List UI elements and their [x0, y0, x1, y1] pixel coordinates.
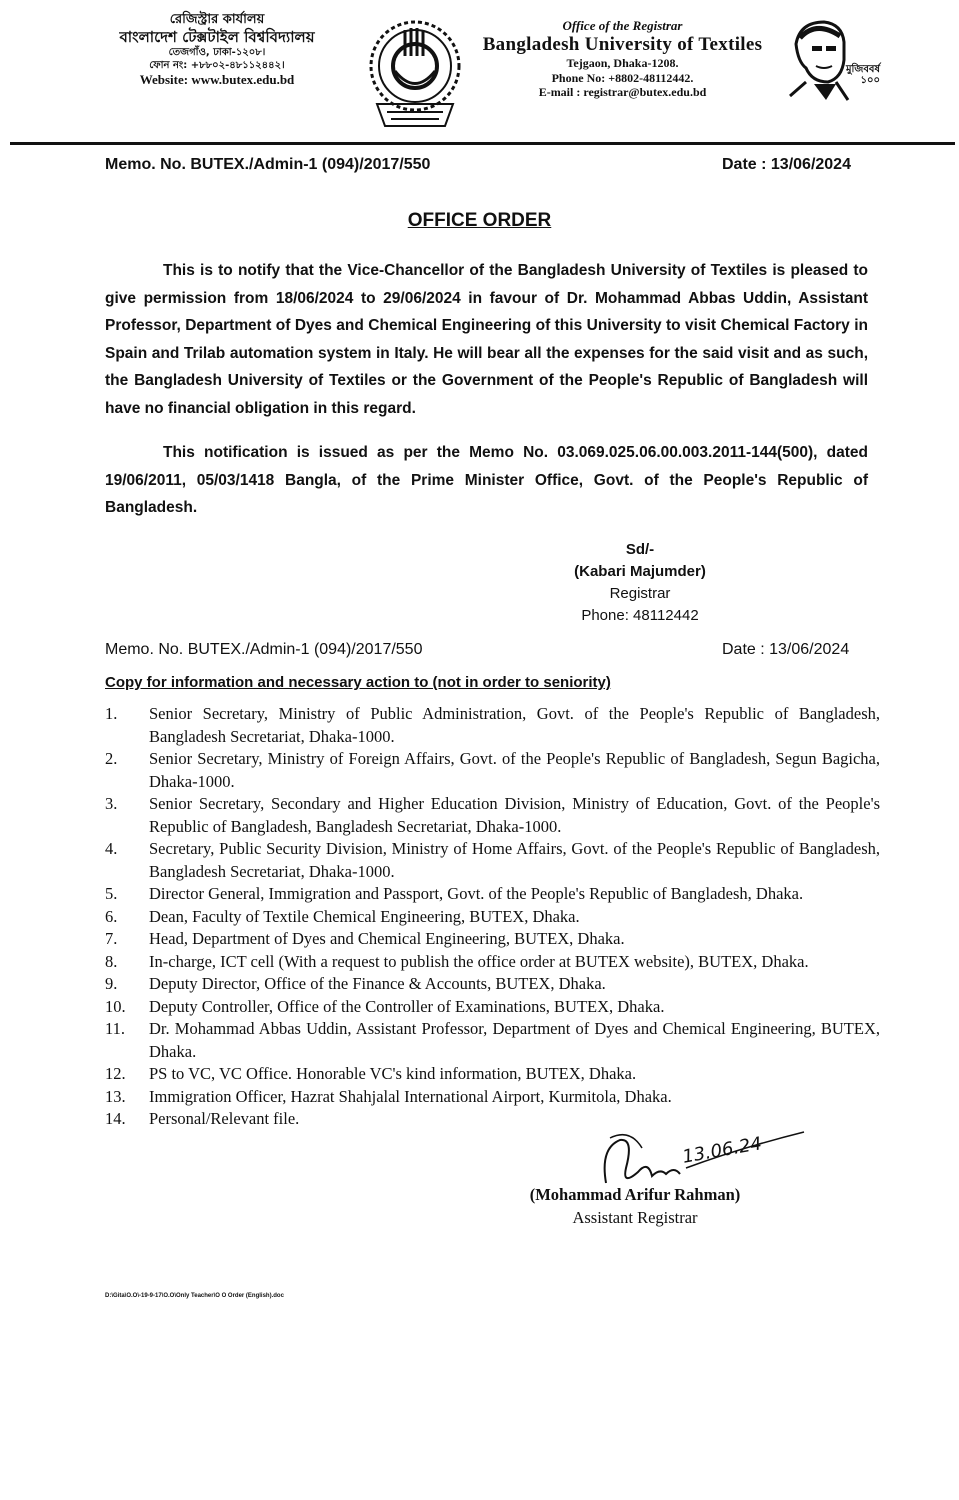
list-item — [105, 748, 880, 793]
website: Website: www.butex.edu.bd — [139, 72, 295, 87]
office-of-registrar: Office of the Registrar — [562, 18, 683, 33]
title-text: OFFICE ORDER — [407, 210, 552, 231]
list-item-text: Deputy Controller, Office of the Controller of Examinations, BUTEX, Dhaka. — [149, 996, 665, 1016]
list-item — [105, 793, 880, 838]
list-item-text: Senior Secretary, Secondary and Higher Education Division, Ministry of Education, Govt. of the People's Republic of Bangladesh, Bangladesh Secretariat, Dhaka-1000. — [149, 794, 880, 836]
list-item-number: 5. — [105, 884, 118, 903]
university-name: Bangladesh University of Textiles — [482, 33, 763, 55]
list-item — [105, 703, 880, 748]
list-item-number: 4. — [105, 839, 118, 858]
list-item — [105, 1086, 880, 1109]
list-item-number: 10. — [105, 996, 126, 1016]
p1-text-b: , Assistant Professor, Department of Dyes and Chemical Engineering of this University to visit Chemical Factory in Spain and Trilab automation system in Italy. He will bear all the expenses for the said visit and as such, the Bangladesh University of Textiles or the Government of the People's Republic of Bangladesh will have no financial obligation in this regard. — [105, 289, 869, 417]
list-item-number: 2. — [105, 749, 118, 768]
list-item — [105, 1018, 880, 1063]
list-item-number: 3. — [105, 794, 118, 813]
list-item-number: 1. — [105, 704, 118, 723]
letterhead-english — [470, 18, 775, 100]
list-item-text: Deputy Director, Office of the Finance & Accounts, BUTEX, Dhaka. — [149, 974, 606, 993]
list-item-number: 12. — [105, 1064, 126, 1083]
p1-text-a: This is to notify that the Vice-Chancellor of the Bangladesh University of Textiles is pleased to give permission from 18/06/2024 to 29/06/2024 in favour of — [105, 262, 868, 307]
list-item — [105, 883, 880, 906]
bangla-phone: ফোন নং: +৮৮০২-৪৮১১২৪৪২। — [149, 59, 285, 71]
list-item-text: Immigration Officer, Hazrat Shahjalal International Airport, Kurmitola, Dhaka. — [149, 1086, 672, 1106]
list-item — [105, 838, 880, 883]
list-item-text: Dean, Faculty of Textile Chemical Engineering, BUTEX, Dhaka. — [149, 906, 580, 926]
list-item-text: PS to VC, VC Office. Honorable VC's kind information, BUTEX, Dhaka. — [149, 1064, 637, 1083]
header-divider — [10, 142, 955, 145]
list-item — [105, 928, 880, 951]
p1-name: Dr. Mohammad Abbas Uddin — [566, 289, 787, 307]
list-item-text: Senior Secretary, Ministry of Foreign Affairs, Govt. of the People's Republic of Bangladesh, Segun Bagicha, Dhaka-1000. — [149, 749, 880, 791]
list-item — [105, 973, 880, 996]
list-item-number: 9. — [105, 974, 118, 993]
bangla-university-name: বাংলাদেশ টেক্সটাইল বিশ্ববিদ্যালয় — [119, 28, 315, 47]
bangla-address: তেজগাঁও, ঢাকা-১২০৮। — [168, 47, 266, 58]
body-paragraph-2: This notification is issued as per the Memo No. 03.069.025.06.00.003.2011-144(500), dated 19/06/2011, 05/03/1418 Bangla, of the Prime Minister Office, Govt. of the People's Republic of Bangladesh. — [105, 444, 868, 516]
signatory-2 — [500, 1183, 770, 1229]
list-item-number: 7. — [105, 929, 118, 948]
list-item — [105, 951, 880, 974]
butex-seal-logo-icon — [365, 16, 465, 134]
body-paragraph-1 — [105, 257, 868, 422]
sd-mark: Sd/- — [625, 541, 655, 558]
signatory-2-name: (Mohammad Arifur Rahman) — [529, 1185, 741, 1204]
list-item-text: Personal/Relevant file. — [149, 1109, 300, 1128]
list-item — [105, 1063, 880, 1086]
list-item-text: Director General, Immigration and Passport, Govt. of the People's Republic of Bangladesh, Dhaka. — [149, 884, 804, 903]
email: E-mail : registrar@butex.edu.bd — [538, 85, 707, 100]
memo-date-2: Date : 13/06/2024 — [722, 641, 850, 658]
memo-number: Memo. No. BUTEX./Admin-1 (094)/2017/550 — [105, 156, 431, 173]
copy-heading: Copy for information and necessary action to (not in order to seniority) — [105, 674, 611, 691]
list-item-text: Senior Secretary, Ministry of Public Administration, Govt. of the People's Republic of Bangladesh, Bangladesh Secretariat, Dhaka-1000. — [149, 704, 880, 746]
list-item — [105, 996, 880, 1019]
handwritten-date: 13.06.24 — [680, 1133, 764, 1168]
phone: Phone No: +8802-48112442. — [551, 70, 694, 85]
list-item-text: Dr. Mohammad Abbas Uddin, Assistant Professor, Department of Dyes and Chemical Engineering, BUTEX, Dhaka. — [149, 1019, 880, 1061]
list-item-number: 13. — [105, 1086, 126, 1106]
list-item-text: Secretary, Public Security Division, Ministry of Home Affairs, Govt. of the People's Republic of Bangladesh, Bangladesh Secretariat, Dhaka-1000. — [149, 839, 880, 881]
list-item-number: 11. — [105, 1019, 126, 1038]
letterhead-bangla — [82, 12, 352, 88]
signatory-1-phone: Phone: 48112442 — [581, 607, 699, 624]
list-item — [105, 906, 880, 929]
memo-number-2: Memo. No. BUTEX./Admin-1 (094)/2017/550 — [105, 641, 423, 658]
list-item-number: 14. — [105, 1109, 126, 1128]
recipient-list — [105, 703, 880, 1131]
bangla-office-name: রেজিস্ট্রার কার্যালয় — [169, 12, 265, 27]
signatory-1-designation: Registrar — [609, 585, 671, 602]
centenary-text: মুজিববর্ষ ১০০ — [845, 64, 880, 86]
list-item-number: 8. — [105, 951, 118, 971]
address: Tejgaon, Dhaka-1208. — [566, 56, 679, 71]
signatory-1 — [540, 539, 740, 627]
list-item-text: Head, Department of Dyes and Chemical Engineering, BUTEX, Dhaka. — [149, 929, 625, 948]
signatory-2-designation: Assistant Registrar — [572, 1208, 698, 1227]
list-item-number: 6. — [105, 906, 118, 926]
memo-date: Date : 13/06/2024 — [722, 156, 851, 173]
signatory-1-name: (Kabari Majumder) — [574, 563, 706, 580]
footer-file-path: D:\Gita\O.O\-19-9-17\O.O\Only Teacher\O O Order (English).doc — [105, 1293, 284, 1299]
mujib-centenary-logo-icon — [786, 16, 882, 102]
page-title — [0, 210, 959, 232]
list-item-text: In-charge, ICT cell (With a request to publish the office order at BUTEX website), BUTEX, Dhaka. — [149, 951, 809, 971]
